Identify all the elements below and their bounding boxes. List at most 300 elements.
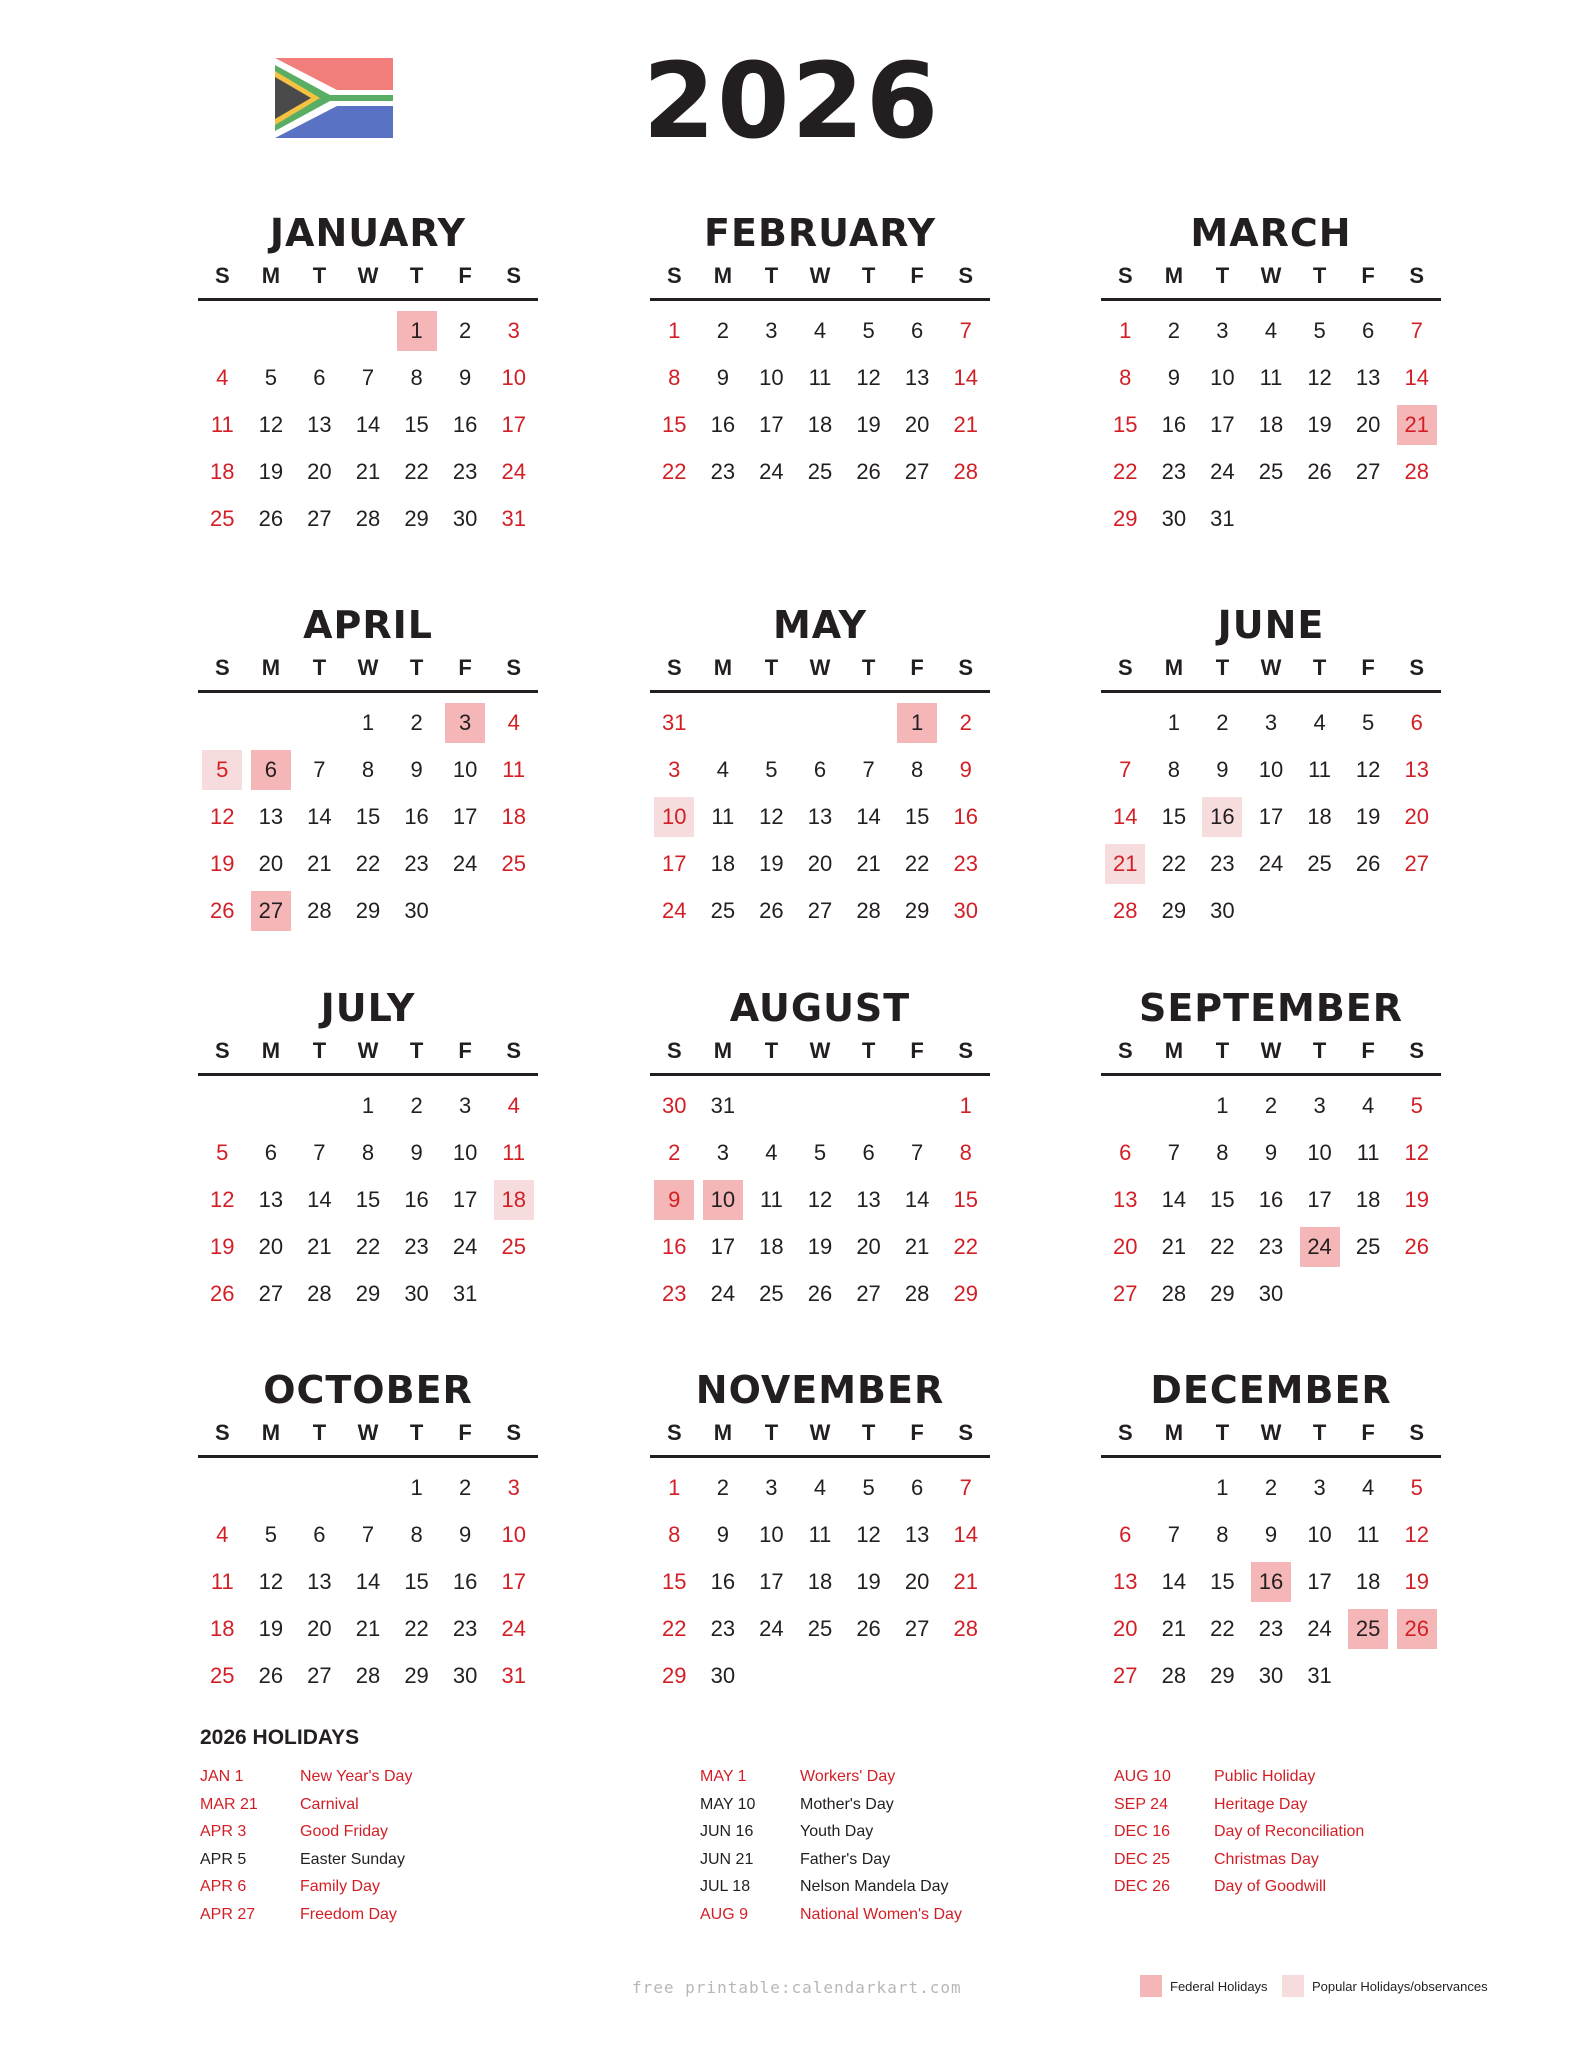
- day-cell: [489, 1082, 538, 1129]
- day-grid: [1101, 1082, 1441, 1317]
- day-cell: [1101, 401, 1150, 448]
- day-number: 4: [1313, 709, 1326, 735]
- day-number: 6: [813, 756, 827, 782]
- day-number: 5: [264, 1521, 277, 1547]
- weekday-label: S: [214, 1038, 230, 1063]
- holiday-name: Carnival: [300, 1795, 359, 1813]
- day-number: 23: [1258, 1233, 1284, 1259]
- day-number: 1: [1216, 1092, 1229, 1118]
- day-cell: [247, 1270, 296, 1317]
- day-cell: [489, 1176, 538, 1223]
- day-number: 9: [716, 1521, 729, 1547]
- day-cell: [844, 1558, 893, 1605]
- day-cell: [392, 1223, 441, 1270]
- weekday-label: W: [809, 1420, 831, 1445]
- day-number: 2: [1264, 1092, 1278, 1118]
- holiday-date: JAN 1: [200, 1768, 244, 1785]
- day-number: 13: [1355, 364, 1381, 390]
- day-cell: [796, 1605, 845, 1652]
- day-number: 21: [953, 1568, 978, 1594]
- day-cell: [392, 354, 441, 401]
- day-cell: [441, 307, 490, 354]
- day-grid: [198, 1464, 538, 1699]
- empty-cell: [844, 1652, 893, 1699]
- day-number: 10: [501, 1521, 526, 1547]
- day-number: 31: [662, 709, 687, 735]
- empty-cell: [489, 887, 538, 934]
- day-cell: [392, 1082, 441, 1129]
- day-cell: [699, 1605, 748, 1652]
- day-number: 12: [258, 411, 284, 437]
- day-cell: [1344, 448, 1393, 495]
- day-cell: [198, 1270, 247, 1317]
- day-number: 6: [264, 1139, 277, 1165]
- empty-cell: [1295, 887, 1344, 934]
- day-number: 21: [355, 458, 381, 484]
- month-february: [650, 210, 990, 542]
- day-cell: [1247, 1558, 1296, 1605]
- day-cell: [650, 746, 699, 793]
- day-cell: [441, 448, 490, 495]
- day-number: 1: [1216, 1474, 1229, 1500]
- empty-cell: [844, 495, 893, 542]
- day-number: 16: [710, 411, 736, 437]
- weekday-label: W: [357, 655, 379, 680]
- day-number: 7: [862, 756, 875, 782]
- day-number: 23: [404, 1233, 429, 1259]
- empty-cell: [1392, 1270, 1441, 1317]
- day-number: 8: [361, 756, 375, 782]
- day-number: 21: [307, 1233, 332, 1259]
- day-number: 20: [904, 411, 930, 437]
- weekday-label: F: [1361, 263, 1375, 288]
- day-number: 13: [1113, 1186, 1138, 1212]
- day-number: 6: [251, 750, 291, 790]
- day-number: 10: [1307, 1521, 1332, 1547]
- day-cell: [441, 699, 490, 746]
- day-cell: [295, 1176, 344, 1223]
- day-cell: [1295, 1558, 1344, 1605]
- day-number: 29: [1113, 505, 1138, 531]
- day-cell: [295, 887, 344, 934]
- weekday-label: S: [1117, 1038, 1133, 1063]
- weekday-label: F: [910, 655, 924, 680]
- day-number: 17: [710, 1233, 736, 1259]
- empty-cell: [747, 495, 796, 542]
- weekday-label: W: [357, 263, 379, 288]
- day-cell: [198, 401, 247, 448]
- day-cell: [392, 1464, 441, 1511]
- day-number: 19: [258, 1615, 284, 1641]
- day-number: 27: [1404, 850, 1429, 876]
- day-number: 20: [1113, 1615, 1138, 1641]
- day-cell: [699, 1176, 748, 1223]
- day-number: 5: [1313, 317, 1326, 343]
- day-cell: [295, 448, 344, 495]
- day-grid: [650, 699, 990, 934]
- holiday-date: MAY 1: [700, 1768, 747, 1785]
- day-cell: [893, 699, 942, 746]
- day-cell: [295, 793, 344, 840]
- day-number: 29: [1161, 897, 1187, 923]
- day-cell: [1344, 307, 1393, 354]
- weekday-label: S: [1117, 655, 1133, 680]
- day-number: 19: [258, 458, 284, 484]
- day-cell: [198, 1511, 247, 1558]
- day-number: 21: [856, 850, 881, 876]
- day-number: 28: [856, 897, 881, 923]
- day-cell: [893, 887, 942, 934]
- day-number: 16: [404, 803, 429, 829]
- day-cell: [893, 401, 942, 448]
- day-number: 14: [904, 1186, 930, 1212]
- day-number: 26: [856, 1615, 881, 1641]
- day-cell: [1392, 448, 1441, 495]
- day-cell: [699, 1511, 748, 1558]
- day-cell: [295, 840, 344, 887]
- day-cell: [1392, 307, 1441, 354]
- weekday-label: T: [764, 263, 779, 288]
- day-number: 19: [807, 1233, 833, 1259]
- day-cell: [1247, 307, 1296, 354]
- day-cell: [489, 448, 538, 495]
- empty-cell: [893, 1082, 942, 1129]
- day-cell: [1150, 448, 1199, 495]
- day-cell: [1392, 1511, 1441, 1558]
- footer-credit[interactable]: free printable:calendarkart.com: [632, 1978, 962, 1997]
- day-grid: [198, 307, 538, 542]
- day-number: 9: [1264, 1139, 1278, 1165]
- weekday-label: S: [666, 1420, 682, 1445]
- day-number: 18: [1307, 803, 1332, 829]
- day-cell: [198, 840, 247, 887]
- day-number: 8: [410, 364, 423, 390]
- empty-cell: [893, 495, 942, 542]
- day-number: 15: [355, 1186, 381, 1212]
- day-grid: [650, 1082, 990, 1317]
- day-number: 12: [210, 803, 235, 829]
- day-cell: [1198, 307, 1247, 354]
- day-number: 20: [1113, 1233, 1138, 1259]
- weekday-label: W: [1260, 1038, 1282, 1063]
- day-number: 5: [216, 1139, 229, 1165]
- weekday-label: S: [1117, 1420, 1133, 1445]
- day-cell: [1295, 401, 1344, 448]
- day-number: 10: [452, 1139, 478, 1165]
- weekday-label: S: [958, 263, 974, 288]
- day-number: 4: [507, 709, 520, 735]
- day-cell: [650, 793, 699, 840]
- empty-cell: [247, 307, 296, 354]
- holiday-row: [700, 1846, 962, 1874]
- month-title: JUNE: [1217, 603, 1325, 647]
- day-cell: [844, 448, 893, 495]
- day-cell: [1392, 1605, 1441, 1652]
- day-cell: [1295, 1176, 1344, 1223]
- month-title: FEBRUARY: [704, 211, 936, 255]
- day-cell: [796, 1176, 845, 1223]
- weekday-label: S: [1409, 655, 1425, 680]
- day-number: 19: [210, 850, 235, 876]
- day-number: 17: [662, 850, 687, 876]
- day-number: 10: [1210, 364, 1235, 390]
- day-cell: [650, 401, 699, 448]
- day-cell: [747, 793, 796, 840]
- day-number: 30: [1210, 897, 1235, 923]
- day-number: 21: [355, 1615, 381, 1641]
- weekday-label: T: [861, 1420, 876, 1445]
- day-cell: [1150, 495, 1199, 542]
- empty-cell: [796, 1082, 845, 1129]
- day-number: 13: [1113, 1568, 1138, 1594]
- day-cell: [1198, 1605, 1247, 1652]
- day-number: 4: [716, 756, 729, 782]
- day-cell: [796, 840, 845, 887]
- day-number: 7: [959, 1474, 972, 1500]
- day-cell: [489, 1558, 538, 1605]
- weekday-label: S: [214, 1420, 230, 1445]
- day-cell: [247, 448, 296, 495]
- day-cell: [1150, 793, 1199, 840]
- day-number: 16: [662, 1233, 687, 1259]
- day-number: 25: [807, 1615, 833, 1641]
- day-cell: [893, 840, 942, 887]
- day-cell: [489, 1129, 538, 1176]
- header-rule: [1101, 690, 1441, 693]
- day-cell: [747, 1605, 796, 1652]
- day-number: 29: [355, 1280, 381, 1306]
- day-cell: [441, 746, 490, 793]
- day-cell: [844, 746, 893, 793]
- day-number: 28: [953, 1615, 978, 1641]
- holiday-row: [700, 1763, 962, 1791]
- day-cell: [941, 1270, 990, 1317]
- day-cell: [1150, 887, 1199, 934]
- weekday-label: F: [458, 263, 472, 288]
- day-grid: [198, 699, 538, 934]
- day-cell: [344, 1652, 393, 1699]
- day-number: 4: [765, 1139, 778, 1165]
- day-cell: [247, 1652, 296, 1699]
- day-number: 1: [668, 1474, 681, 1500]
- day-number: 17: [452, 803, 478, 829]
- day-number: 8: [361, 1139, 375, 1165]
- day-cell: [392, 699, 441, 746]
- day-cell: [441, 1464, 490, 1511]
- day-cell: [893, 793, 942, 840]
- day-number: 10: [452, 756, 478, 782]
- day-number: 9: [959, 756, 972, 782]
- day-cell: [796, 887, 845, 934]
- day-number: 2: [459, 1474, 472, 1500]
- day-cell: [941, 1176, 990, 1223]
- weekday-label: W: [809, 1038, 831, 1063]
- day-number: 23: [1258, 1615, 1284, 1641]
- day-cell: [247, 793, 296, 840]
- day-cell: [1101, 448, 1150, 495]
- empty-cell: [1150, 1464, 1199, 1511]
- legend-popular: [1282, 1975, 1488, 1997]
- empty-cell: [1392, 495, 1441, 542]
- weekday-label: S: [506, 655, 522, 680]
- weekday-label: T: [409, 655, 424, 680]
- day-cell: [247, 401, 296, 448]
- day-number: 20: [904, 1568, 930, 1594]
- day-cell: [1392, 699, 1441, 746]
- day-number: 22: [662, 458, 687, 484]
- weekday-label: W: [809, 263, 831, 288]
- day-number: 3: [716, 1139, 729, 1165]
- day-number: 5: [813, 1139, 827, 1165]
- weekday-label: F: [458, 655, 472, 680]
- day-number: 10: [703, 1180, 743, 1220]
- weekday-label: T: [312, 655, 327, 680]
- weekday-label: F: [910, 263, 924, 288]
- day-number: 27: [904, 458, 930, 484]
- day-number: 16: [710, 1568, 736, 1594]
- day-number: 3: [668, 756, 681, 782]
- day-number: 7: [1119, 756, 1132, 782]
- day-cell: [344, 1270, 393, 1317]
- day-cell: [344, 793, 393, 840]
- day-number: 27: [258, 1280, 284, 1306]
- day-number: 28: [355, 505, 381, 531]
- day-number: 30: [1161, 505, 1187, 531]
- weekday-label: M: [261, 263, 281, 288]
- weekday-label: S: [958, 1038, 974, 1063]
- holiday-row: [200, 1846, 412, 1874]
- day-number: 22: [404, 458, 429, 484]
- day-number: 18: [210, 1615, 235, 1641]
- day-cell: [1392, 746, 1441, 793]
- day-number: 26: [210, 1280, 235, 1306]
- day-number: 30: [452, 1662, 478, 1688]
- day-number: 15: [1113, 411, 1138, 437]
- holiday-date: DEC 26: [1114, 1878, 1171, 1895]
- day-cell: [489, 1652, 538, 1699]
- day-cell: [747, 1223, 796, 1270]
- day-number: 12: [1307, 364, 1332, 390]
- day-cell: [1295, 1129, 1344, 1176]
- day-number: 29: [404, 505, 429, 531]
- weekday-label: T: [1215, 1038, 1230, 1063]
- month-title: APRIL: [303, 603, 433, 647]
- weekday-label: T: [861, 1038, 876, 1063]
- day-cell: [1295, 1652, 1344, 1699]
- day-number: 15: [662, 411, 687, 437]
- day-cell: [747, 1176, 796, 1223]
- holiday-row: [700, 1901, 962, 1929]
- holiday-list-column-3: [1114, 1763, 1364, 1901]
- day-number: 30: [404, 1280, 429, 1306]
- day-cell: [1198, 1558, 1247, 1605]
- day-number: 26: [1404, 1233, 1429, 1259]
- day-cell: [1198, 401, 1247, 448]
- day-cell: [747, 1464, 796, 1511]
- day-cell: [796, 746, 845, 793]
- empty-cell: [441, 887, 490, 934]
- day-number: 21: [1161, 1615, 1187, 1641]
- day-number: 19: [210, 1233, 235, 1259]
- weekday-label: S: [958, 655, 974, 680]
- empty-cell: [747, 699, 796, 746]
- weekday-label: F: [1361, 1038, 1375, 1063]
- day-number: 2: [716, 1474, 729, 1500]
- day-number: 22: [662, 1615, 687, 1641]
- day-cell: [489, 840, 538, 887]
- day-cell: [1247, 1082, 1296, 1129]
- holiday-date: APR 3: [200, 1823, 247, 1840]
- day-cell: [247, 887, 296, 934]
- day-cell: [1198, 1082, 1247, 1129]
- day-number: 16: [404, 1186, 429, 1212]
- day-cell: [1101, 1652, 1150, 1699]
- holiday-name: Nelson Mandela Day: [800, 1878, 949, 1895]
- day-cell: [1198, 1176, 1247, 1223]
- empty-cell: [1247, 887, 1296, 934]
- empty-cell: [1101, 1464, 1150, 1511]
- day-cell: [198, 495, 247, 542]
- day-number: 9: [410, 756, 423, 782]
- day-cell: [1198, 495, 1247, 542]
- day-cell: [893, 1223, 942, 1270]
- day-number: 21: [1105, 844, 1145, 884]
- day-cell: [699, 746, 748, 793]
- day-cell: [344, 495, 393, 542]
- day-number: 1: [397, 311, 437, 351]
- month-title: MAY: [772, 603, 868, 647]
- weekday-label: F: [458, 1420, 472, 1445]
- day-number: 4: [216, 364, 229, 390]
- day-number: 8: [1119, 364, 1132, 390]
- day-cell: [1344, 354, 1393, 401]
- weekday-label: M: [261, 655, 281, 680]
- day-cell: [1392, 793, 1441, 840]
- holiday-date: JUN 16: [700, 1823, 754, 1840]
- empty-cell: [1344, 495, 1393, 542]
- day-number: 10: [1258, 756, 1284, 782]
- day-grid: [198, 1082, 538, 1317]
- day-number: 7: [1410, 317, 1423, 343]
- day-number: 23: [953, 850, 978, 876]
- holiday-date: MAR 21: [200, 1795, 258, 1813]
- day-cell: [650, 448, 699, 495]
- day-number: 2: [716, 317, 729, 343]
- day-cell: [1344, 1464, 1393, 1511]
- day-number: 14: [355, 1568, 381, 1594]
- day-cell: [650, 1464, 699, 1511]
- empty-cell: [1150, 1082, 1199, 1129]
- day-cell: [650, 1270, 699, 1317]
- day-cell: [198, 448, 247, 495]
- weekday-label: T: [764, 1420, 779, 1445]
- header-rule: [198, 298, 538, 301]
- day-number: 26: [1355, 850, 1381, 876]
- holiday-date: JUN 21: [700, 1850, 754, 1868]
- day-number: 26: [759, 897, 784, 923]
- weekday-label: S: [214, 655, 230, 680]
- day-cell: [1198, 699, 1247, 746]
- weekday-header: [198, 648, 538, 688]
- day-cell: [489, 1511, 538, 1558]
- day-number: 22: [1113, 458, 1138, 484]
- holiday-row: [200, 1873, 412, 1901]
- day-cell: [1295, 1082, 1344, 1129]
- day-cell: [247, 1558, 296, 1605]
- day-number: 15: [1161, 803, 1187, 829]
- day-number: 4: [813, 317, 827, 343]
- day-number: 30: [404, 897, 429, 923]
